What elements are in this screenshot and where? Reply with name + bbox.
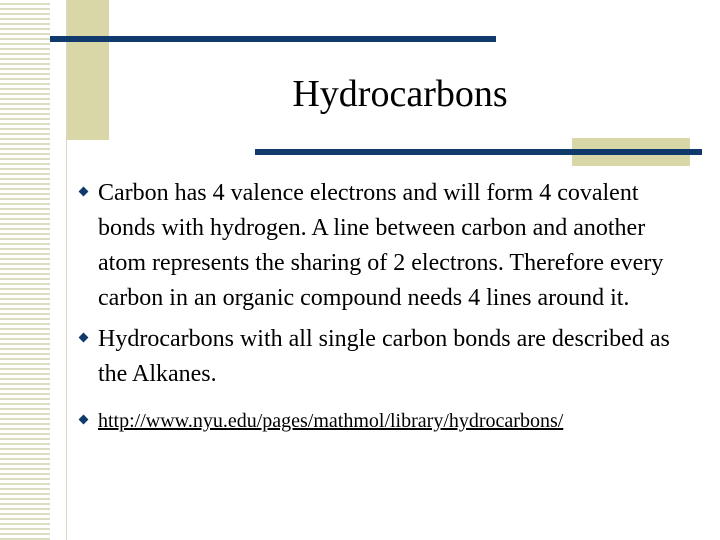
diamond-bullet-icon (79, 187, 89, 197)
title-top-bar (50, 36, 496, 42)
reference-link[interactable]: http://www.nyu.edu/pages/mathmol/library/hydrocarbons/ (98, 410, 564, 432)
diamond-bullet-icon (79, 415, 89, 425)
bullet-item (80, 176, 680, 316)
bullet-item (80, 322, 680, 392)
diamond-bullet-icon (79, 333, 89, 343)
decorative-striped-strip (0, 0, 50, 540)
bullet-text: Hydrocarbons with all single carbon bonds are described as the Alkanes. (98, 326, 670, 387)
link-item (80, 406, 680, 436)
bullet-list (80, 176, 680, 442)
decorative-tan-block-top (67, 0, 109, 140)
slide-title: Hydrocarbons (292, 73, 508, 115)
bullet-text: Carbon has 4 valence electrons and will form 4 covalent bonds with hydrogen. A line between carbon and another atom represents the sharing of 2 electrons. Therefore every carbon in an organic compound needs 4 lines around it. (98, 180, 664, 311)
title-bottom-bar (255, 149, 702, 155)
